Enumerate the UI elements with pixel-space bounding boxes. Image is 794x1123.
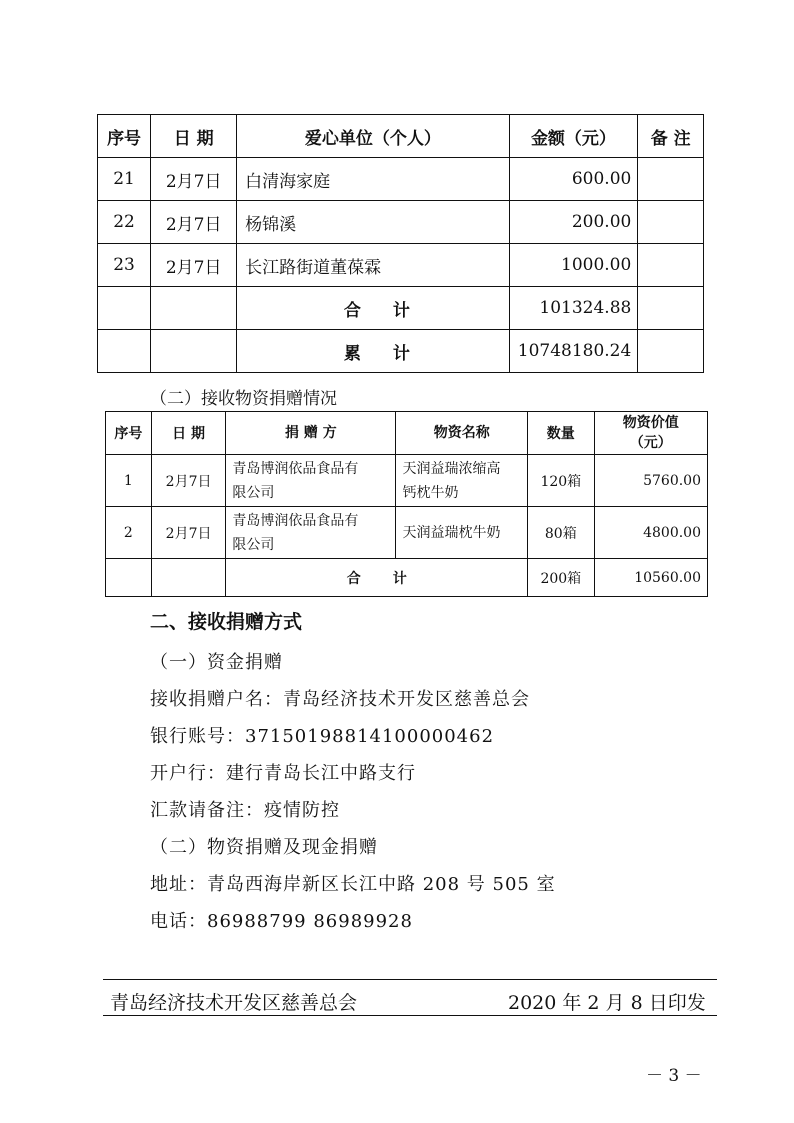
header-item: 物资名称 — [396, 412, 528, 455]
empty-cell — [151, 287, 237, 330]
page-number: － 3 － — [646, 1066, 702, 1086]
item-line1: 天润益瑞浓缩高 — [402, 460, 501, 477]
table-header-row — [106, 412, 708, 455]
cell-seq: 1 — [106, 455, 152, 507]
subtotal-label-b: 计 — [392, 300, 410, 321]
subtotal-amount: 101324.88 — [509, 287, 638, 330]
subtotal-label-a: 合 — [343, 300, 361, 321]
cell-value: 5760.00 — [594, 455, 707, 507]
donor-line1: 青岛博润依品食品有 — [232, 512, 359, 529]
total-value: 10560.00 — [594, 559, 707, 597]
footer-org: 青岛经济技术开发区慈善总会 — [110, 992, 358, 1014]
header-value-line2: （元） — [629, 435, 672, 451]
cell-value: 4800.00 — [594, 507, 707, 559]
cell-seq: 2 — [106, 507, 152, 559]
header-value — [594, 412, 707, 455]
empty-cell — [98, 287, 151, 330]
cumulative-row — [98, 330, 704, 373]
cell-amount: 600.00 — [509, 158, 638, 201]
empty-cell — [638, 330, 704, 373]
account-number-line: 银行账号：37150198814100000462 — [150, 726, 495, 747]
total-label — [226, 559, 528, 597]
table-row — [106, 507, 708, 559]
cell-item — [396, 455, 528, 507]
empty-cell — [151, 330, 237, 373]
cell-date: 2月7日 — [151, 201, 237, 244]
header-donor: 捐 赠 方 — [226, 412, 396, 455]
table-header-row — [98, 115, 704, 158]
cumulative-label-b: 计 — [392, 343, 410, 364]
cell-qty: 80箱 — [528, 507, 594, 559]
sub-heading-goods: （二）物资捐赠及现金捐赠 — [150, 837, 378, 858]
header-date: 日 期 — [151, 115, 237, 158]
table-row — [106, 455, 708, 507]
header-amount: 金额（元） — [509, 115, 638, 158]
cell-amount: 1000.00 — [509, 244, 638, 287]
cell-seq: 23 — [98, 244, 151, 287]
empty-cell — [98, 330, 151, 373]
cell-donor: 长江路街道董葆霖 — [237, 244, 509, 287]
cell-amount: 200.00 — [509, 201, 638, 244]
header-note: 备 注 — [638, 115, 704, 158]
header-donor: 爱心单位（个人） — [237, 115, 509, 158]
header-date: 日 期 — [151, 412, 226, 455]
donor-line1: 青岛博润依品食品有 — [232, 460, 359, 477]
cell-date: 2月7日 — [151, 158, 237, 201]
cell-donor: 杨锦溪 — [237, 201, 509, 244]
cell-item: 天润益瑞枕牛奶 — [396, 507, 528, 559]
subtotal-label — [237, 287, 509, 330]
total-row — [106, 559, 708, 597]
cell-note — [638, 244, 704, 287]
total-label-b: 计 — [392, 570, 407, 587]
donor-line2: 限公司 — [232, 536, 275, 553]
item-line2: 钙枕牛奶 — [402, 484, 459, 501]
footer-bottom-rule — [103, 1015, 717, 1016]
cell-seq: 21 — [98, 158, 151, 201]
header-qty: 数量 — [528, 412, 594, 455]
subtotal-row — [98, 287, 704, 330]
goods-section-title: （二）接收物资捐赠情况 — [150, 389, 337, 409]
header-value-line1: 物资价值 — [622, 415, 679, 431]
donor-line2: 限公司 — [232, 484, 275, 501]
section-heading: 二、接收捐赠方式 — [150, 611, 303, 633]
account-name-line: 接收捐赠户名：青岛经济技术开发区慈善总会 — [150, 689, 530, 710]
cell-note — [638, 158, 704, 201]
goods-donation-table — [105, 411, 708, 597]
bank-line: 开户行：建行青岛长江中路支行 — [150, 763, 416, 784]
cumulative-label — [237, 330, 509, 373]
footer-date: 2020 年 2 月 8 日印发 — [508, 992, 706, 1014]
sub-heading-funds: （一）资金捐赠 — [150, 652, 283, 673]
cell-donor: 白清海家庭 — [237, 158, 509, 201]
cell-qty: 120箱 — [528, 455, 594, 507]
total-qty: 200箱 — [528, 559, 594, 597]
cell-date: 2月7日 — [151, 507, 226, 559]
address-line: 地址：青岛西海岸新区长江中路 208 号 505 室 — [150, 874, 556, 895]
cumulative-label-a: 累 — [343, 343, 361, 364]
table-row — [98, 158, 704, 201]
total-label-a: 合 — [346, 570, 361, 587]
header-seq: 序号 — [106, 412, 152, 455]
phone-line: 电话：86988799 86989928 — [150, 911, 413, 932]
cash-donation-table — [97, 114, 704, 373]
empty-cell — [151, 559, 226, 597]
cell-donor — [226, 455, 396, 507]
remit-note-line: 汇款请备注：疫情防控 — [150, 800, 340, 821]
empty-cell — [638, 287, 704, 330]
header-seq: 序号 — [98, 115, 151, 158]
cell-date: 2月7日 — [151, 244, 237, 287]
table-row — [98, 201, 704, 244]
empty-cell — [106, 559, 152, 597]
footer-top-rule — [103, 979, 717, 980]
cell-seq: 22 — [98, 201, 151, 244]
cell-note — [638, 201, 704, 244]
cumulative-amount: 10748180.24 — [509, 330, 638, 373]
cell-date: 2月7日 — [151, 455, 226, 507]
cell-donor — [226, 507, 396, 559]
table-row — [98, 244, 704, 287]
